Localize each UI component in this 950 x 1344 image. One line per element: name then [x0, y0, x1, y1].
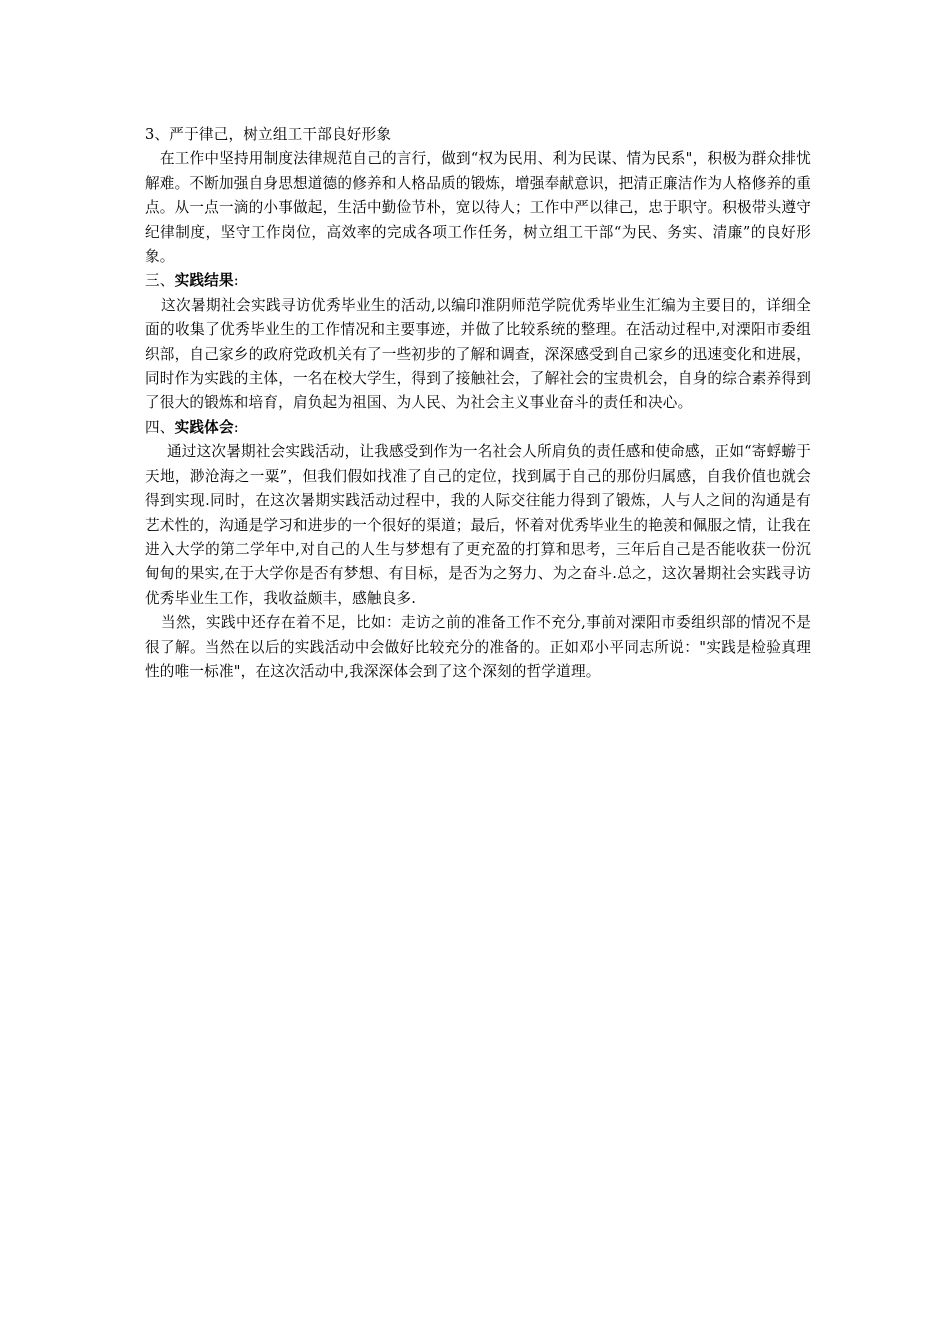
experience-heading-prefix: 四、 — [145, 418, 175, 436]
results-paragraph: 这次暑期社会实践寻访优秀毕业生的活动,以编印淮阴师范学院优秀毕业生汇编为主要目的，详细全面的收集了优秀毕业生的工作情况和主要事迹，并做了比较系统的整理。在活动过程中,对溧阳市委组织部，自己家乡的政府党政机关有了一些初步的了解和调查，深深感受到自己家乡的迅速变化和进展，同时作为实践的主体，一名在校大学生，得到了接触社会，了解社会的宝贵机会，自身的综合素养得到了很大的锻炼和培育，肩负起为祖国、为人民、为社会主义事业奋斗的责任和决心。 — [145, 296, 811, 412]
document-body — [145, 123, 811, 684]
section-3-paragraph: 在工作中坚持用制度法律规范自己的言行，做到“权为民用、利为民谋、情为民系"，积极为群众排忧解难。不断加强自身思想道德的修养和人格品质的锻炼，增强奉献意识，把清正廉洁作为人格修养的重点。从一点一滴的小事做起，生活中勤俭节朴，宽以待人；工作中严以律己，忠于职守。积极带头遵守纪律制度，坚守工作岗位，高效率的完成各项工作任务，树立组工干部“为民、务实、清廉”的良好形象。 — [145, 150, 811, 266]
results-heading-prefix: 三、 — [145, 272, 175, 290]
experience-heading-label: 实践体会 — [174, 418, 234, 436]
section-3-heading: 3、严于律己，树立组工干部良好形象 — [145, 126, 392, 143]
results-heading-label: 实践结果 — [174, 272, 234, 290]
experience-paragraph-2: 当然，实践中还存在着不足，比如：走访之前的准备工作不充分,事前对溧阳市委组织部的情况不是很了解。当然在以后的实践活动中会做好比较充分的准备的。正如邓小平同志所说："实践是检验真理性的唯一标准"，在这次活动中,我深深体会到了这个深刻的哲学道理。 — [145, 614, 811, 680]
experience-paragraph-1: 通过这次暑期社会实践活动，让我感受到作为一名社会人所肩负的责任感和使命感，正如“寄蜉蝣于天地，渺沧海之一粟”，但我们假如找准了自己的定位，找到属于自己的那份归属感，自我价值也就会得到实现.同时，在这次暑期实践活动过程中，我的人际交往能力得到了锻炼，人与人之间的沟通是有艺术性的，沟通是学习和进步的一个很好的渠道；最后，怀着对优秀毕业生的艳羡和佩服之情，让我在进入大学的第二学年中,对自己的人生与梦想有了更充盈的打算和思考，三年后自己是否能收获一份沉甸甸的果实,在于大学你是否有梦想、有目标，是否为之努力、为之奋斗.总之，这次暑期社会实践寻访优秀毕业生工作，我收益颇丰，感触良多. — [145, 443, 811, 607]
results-heading-suffix: : — [233, 272, 239, 290]
experience-heading — [145, 416, 811, 440]
experience-heading-suffix: : — [233, 418, 239, 436]
results-heading — [145, 269, 811, 293]
